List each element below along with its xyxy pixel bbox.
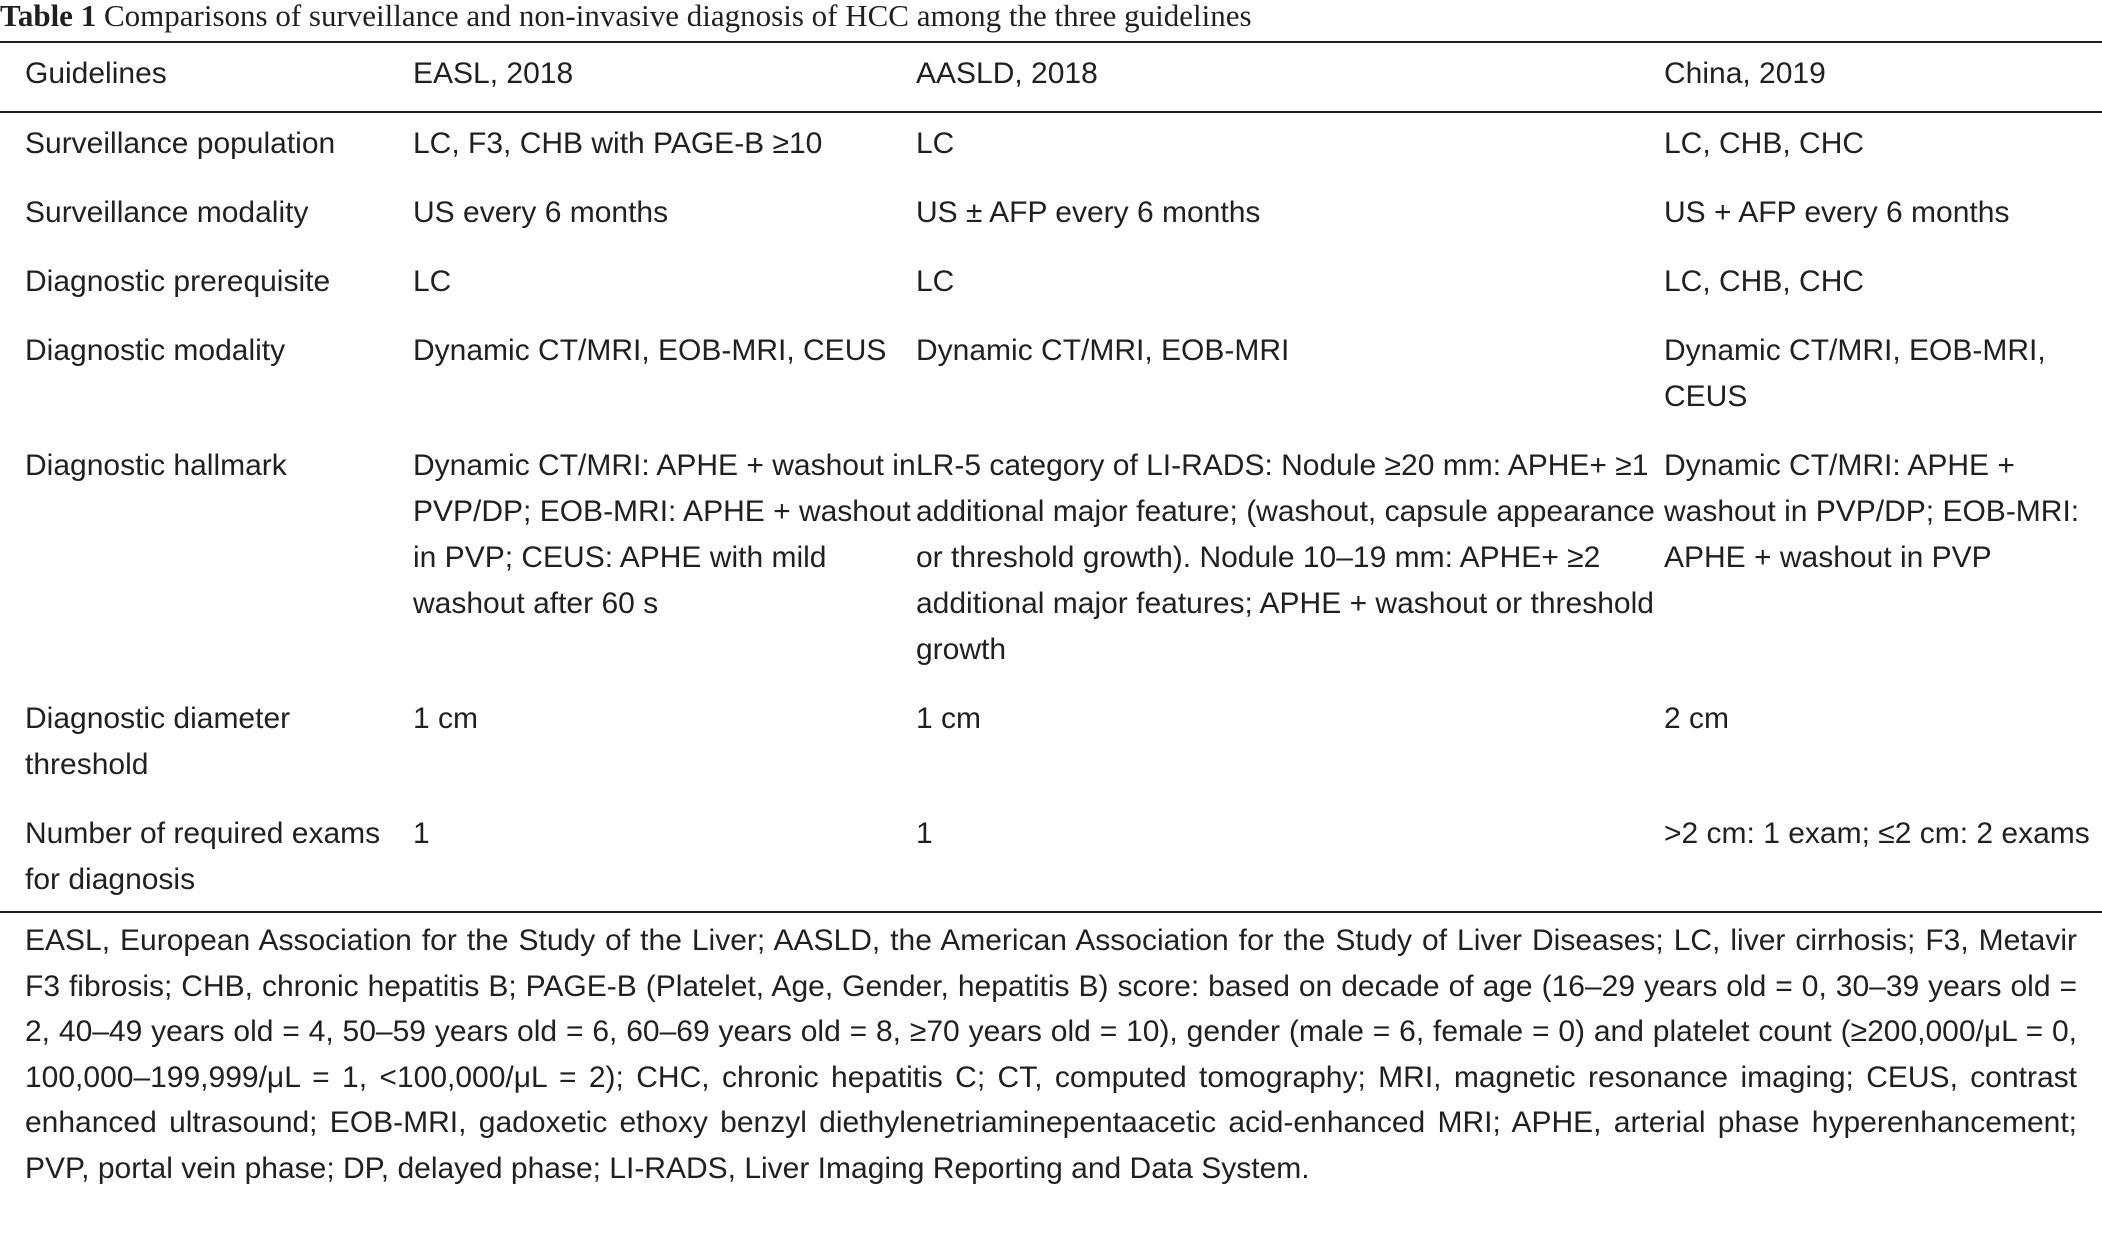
table-cell: US ± AFP every 6 months	[916, 196, 1261, 229]
row-label: Diagnostic diameter threshold	[25, 702, 291, 781]
header-cell: China, 2019	[1664, 57, 1826, 90]
table-row	[0, 251, 2102, 320]
table-caption-text: Comparisons of surveillance and non-invasive diagnosis of HCC among the three guidelines	[96, 0, 1252, 33]
row-label: Surveillance population	[25, 127, 336, 160]
table-row	[0, 688, 2102, 803]
header-cell: AASLD, 2018	[916, 57, 1098, 90]
row-label: Diagnostic prerequisite	[25, 265, 331, 298]
table-cell: Dynamic CT/MRI: APHE + washout in PVP/DP; EOB-MRI: APHE + washout in PVP; CEUS: APHE with mild washout after 60 s	[413, 449, 916, 620]
row-label: Diagnostic modality	[25, 334, 286, 367]
table-header-row	[0, 46, 2102, 112]
table-bottom-rule	[0, 911, 2102, 913]
header-cell: EASL, 2018	[413, 57, 574, 90]
table-cell: LR-5 category of LI-RADS: Nodule ≥20 mm: APHE+ ≥1 additional major feature; (washout, capsule appearance or threshold growth). Nodule 10–19 mm: APHE+ ≥2 additional major features; APHE + washout or threshold growth	[916, 449, 1655, 666]
table-row	[0, 803, 2102, 918]
table-cell: US every 6 months	[413, 196, 669, 229]
row-label: Number of required exams for diagnosis	[25, 817, 381, 896]
table-caption	[0, 0, 1252, 36]
table-cell: LC	[916, 127, 955, 160]
table-cell: Dynamic CT/MRI, EOB-MRI, CEUS	[1664, 334, 2046, 413]
table-top-rule	[0, 41, 2102, 43]
table-cell: LC	[413, 265, 452, 298]
table-cell: LC, F3, CHB with PAGE-B ≥10	[413, 127, 823, 160]
row-label: Diagnostic hallmark	[25, 449, 287, 482]
table-row	[0, 435, 2102, 688]
table-cell: LC, CHB, CHC	[1664, 127, 1865, 160]
table-cell: >2 cm: 1 exam; ≤2 cm: 2 exams	[1664, 817, 2090, 850]
table-cell: LC	[916, 265, 955, 298]
table-cell: LC, CHB, CHC	[1664, 265, 1865, 298]
table-row	[0, 182, 2102, 251]
comparison-table	[0, 46, 2102, 918]
table-cell: 1 cm	[413, 702, 479, 735]
table-row	[0, 112, 2102, 182]
table-cell: Dynamic CT/MRI, EOB-MRI, CEUS	[413, 334, 887, 367]
table-caption-label: Table 1	[0, 0, 97, 33]
row-label: Surveillance modality	[25, 196, 309, 229]
table-cell: 1	[413, 817, 430, 850]
table-cell: 2 cm	[1664, 702, 1730, 735]
table-footnote: EASL, European Association for the Study of the Liver; AASLD, the American Association for the Study of Liver Diseases; LC, liver cirrhosis; F3, Metavir F3 fibrosis; CHB, chronic hepatitis B; PAGE-B (Platelet, Age, Gender, hepatitis B) score: based on decade of age (16–29 years old = 0, 30–39 years old = 2, 40–49 years old = 4, 50–59 years old = 6, 60–69 years old = 8, ≥70 years old = 10), gender (male = 6, female = 0) and platelet count (≥200,000/μL = 0, 100,000–199,999/μL = 1, <100,000/μL = 2); CHC, chronic hepatitis C; CT, computed tomography; MRI, magnetic resonance imaging; CEUS, contrast enhanced ultrasound; EOB-MRI, gadoxetic ethoxy benzyl diethylenetriaminepentaacetic acid-enhanced MRI; APHE, arterial phase hyperenhancement; PVP, portal vein phase; DP, delayed phase; LI-RADS, Liver Imaging Reporting and Data System.	[25, 924, 2077, 1185]
table-cell: US + AFP every 6 months	[1664, 196, 2010, 229]
table-cell: Dynamic CT/MRI, EOB-MRI	[916, 334, 1290, 367]
header-cell: Guidelines	[25, 57, 167, 90]
table-cell: 1 cm	[916, 702, 982, 735]
table-cell: 1	[916, 817, 933, 850]
table-row	[0, 320, 2102, 435]
table-cell: Dynamic CT/MRI: APHE + washout in PVP/DP; EOB-MRI: APHE + washout in PVP	[1664, 449, 2080, 574]
